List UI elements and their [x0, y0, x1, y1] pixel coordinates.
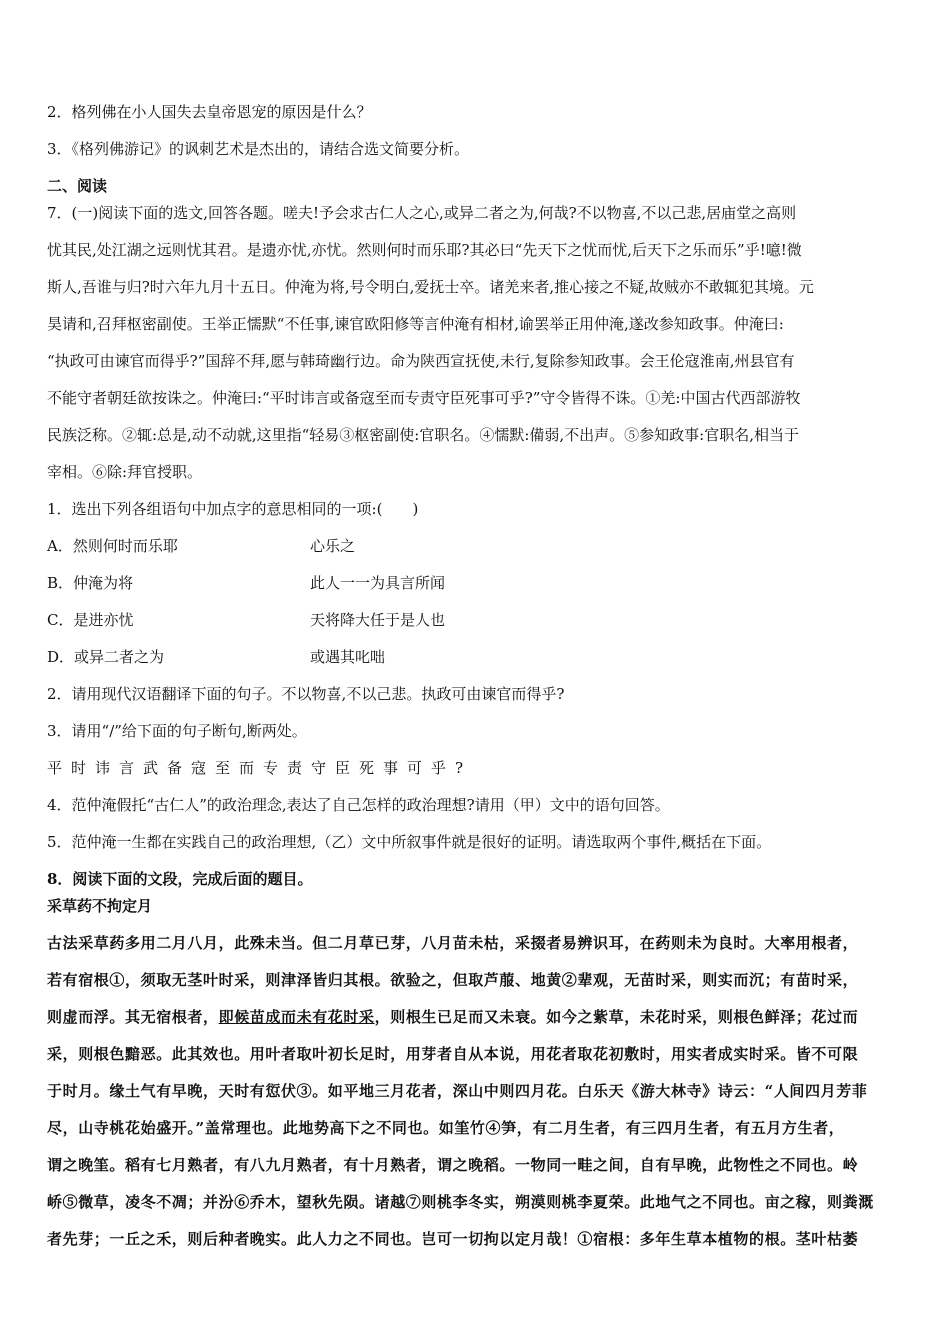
option-d: [47, 643, 907, 680]
document-page: [47, 98, 907, 1262]
q7-sub3: 3．请用“/”给下面的句子断句,断两处。: [47, 722, 307, 740]
passage-line: 不能守者朝廷欲按诛之。仲淹曰:“平时讳言或备寇至而专责守臣死事可乎?”守令皆得不诛。①羌:中国古代西部游牧: [47, 389, 801, 407]
passage-line: 者先芽；一丘之禾，则后种者晚实。此人力之不同也。岂可一切拘以定月哉！①宿根：多年生草本植物的根。茎叶枯萎: [47, 1230, 859, 1248]
passage-line: [47, 1003, 907, 1040]
text-segment: 则虚而浮。其无宿根者，: [47, 1008, 219, 1026]
passage-line: 古法采草药多用二月八月，此殊未当。但二月草已芽，八月苗未枯，采掇者易辨识耳，在药则未为良时。大率用根者，: [47, 934, 859, 952]
option-b-right: 此人一一为具言所闻: [310, 574, 446, 592]
option-b: [47, 569, 907, 606]
option-a-right: 心乐之: [310, 537, 356, 555]
q8-heading: 8．阅读下面的文段，完成后面的题目。: [47, 870, 313, 888]
option-a-left: A．然则何时而乐耶: [47, 537, 178, 555]
passage-line: 于时月。缘土气有早晚，天时有愆伏③。如平地三月花者，深山中则四月花。白乐天《游大林寺》诗云：“人间四月芳菲: [47, 1082, 868, 1100]
q7-sub5: 5．范仲淹一生都在实践自己的政治理想,（乙）文中所叙事件就是很好的证明。请选取两个事件,概括在下面。: [47, 833, 772, 851]
q7-sub4: 4．范仲淹假托“古仁人”的政治理念,表达了自己怎样的政治理想?请用（甲）文中的语句回答。: [47, 796, 670, 814]
passage-line: 采，则根色黯恶。此其效也。用叶者取叶初长足时，用芽者自从本说，用花者取花初敷时，用实者成实时采。皆不可限: [47, 1045, 859, 1063]
passage-line: 忧其民,处江湖之远则忧其君。是遗亦忧,亦忧。然则何时而乐耶?其必曰“先天下之忧而忧,后天下之乐而乐”乎!噫!微: [47, 241, 802, 259]
question-2: 2．格列佛在小人国失去皇帝恩宠的原因是什么？: [47, 103, 372, 121]
option-c: [47, 606, 907, 643]
passage-line: 峤⑤微草，凌冬不凋；并汾⑥乔木，望秋先陨。诸越⑦则桃李冬实，朔漠则桃李夏荣。此地气之不同也。亩之稼，则粪溉: [47, 1193, 874, 1211]
passage-line: 谓之晚筀。稻有七月熟者，有八九月熟者，有十月熟者，谓之晚稻。一物同一畦之间，自有早晚，此物性之不同也。岭: [47, 1156, 859, 1174]
underlined-sentence: 即候苗成而未有花时采: [218, 1008, 375, 1026]
q7-sub1: 1．选出下列各组语句中加点字的意思相同的一项:( ): [47, 500, 419, 518]
passage-line: 斯人,吾谁与归?时六年九月十五日。仲淹为将,号令明白,爱抚士卒。诸羌来者,推心接之不疑,故贼亦不敢辄犯其境。元: [47, 278, 814, 296]
q8-passage: [47, 929, 907, 1262]
passage-line: “执政可由谏官而得乎?”国辞不拜,愿与韩琦幽行边。命为陕西宣抚使,未行,复除参知政事。会王伦寇淮南,州县官有: [47, 352, 795, 370]
option-a: [47, 532, 907, 569]
option-c-right: 天将降大任于是人也: [310, 611, 446, 629]
q8-title: 采草药不拘定月: [47, 897, 153, 915]
q7-sub3-sentence: 平时讳言武备寇至而专责守臣死事可乎?: [47, 759, 473, 777]
q7-sub2: 2．请用现代汉语翻译下面的句子。不以物喜,不以己悲。执政可由谏官而得乎?: [47, 685, 565, 703]
text-segment: ，则根生已足而又未衰。如今之紫草，未花时采，则根色鲜泽；花过而: [374, 1008, 859, 1026]
option-d-left: D．或异二者之为: [47, 648, 165, 666]
passage-line: 宰相。⑥除:拜官授职。: [47, 463, 203, 481]
section-heading: 二、阅读: [47, 177, 108, 195]
passage-line: 若有宿根①，须取无茎叶时采，则津泽皆归其根。欲验之，但取芦菔、地黄②辈观，无苗时采，则实而沉；有苗时采，: [47, 971, 859, 989]
option-b-left: B．仲淹为将: [47, 574, 134, 592]
question-3: 3．《格列佛游记》的讽刺艺术是杰出的，请结合选文简要分析。: [47, 140, 470, 158]
option-c-left: C．是进亦忧: [47, 611, 134, 629]
passage-line: 7．(一)阅读下面的选文,回答各题。嗟夫!予会求古仁人之心,或异二者之为,何哉?不以物喜,不以己悲,居庙堂之高则: [47, 204, 797, 222]
passage-line: 民族泛称。②辄:总是,动不动就,这里指“轻易③枢密副使:官职名。④懦默:備弱,不出声。⑤参知政事:官职名,相当于: [47, 426, 799, 444]
q7-passage: [47, 199, 907, 495]
option-d-right: 或遇其叱咄: [310, 648, 386, 666]
passage-line: 昊请和,召拜枢密副使。王举正懦默“不任事,谏官欧阳修等言仲淹有相材,谕罢举正用仲淹,遂改参知政事。仲淹曰:: [47, 315, 784, 333]
passage-line: 尽，山寺桃花始盛开。”盖常理也。此地势高下之不同也。如筀竹④笋，有二月生者，有三四月生者，有五月方生者，: [47, 1119, 845, 1137]
